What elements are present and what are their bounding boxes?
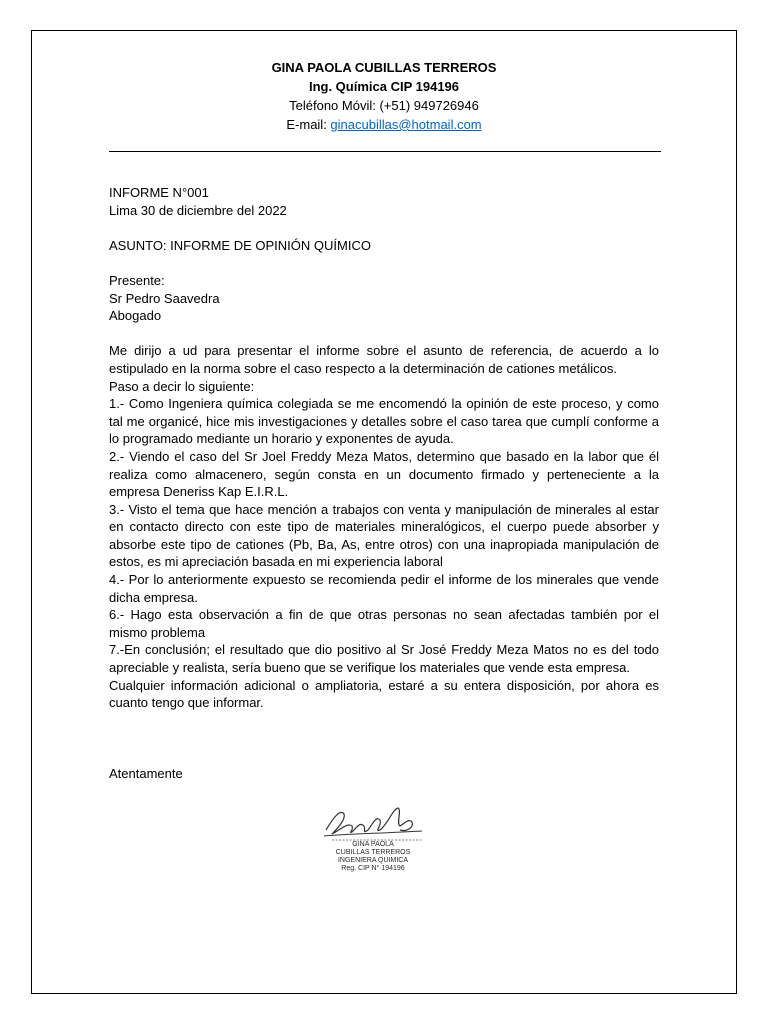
author-email-line [0, 115, 768, 134]
recipient-name: Sr Pedro Saavedra [109, 290, 220, 306]
letter-subject: ASUNTO: INFORME DE OPINIÓN QUÍMICO [109, 237, 371, 253]
point-item: 4.- Por lo anteriormente expuesto se recomienda pedir el informe de los minerales que vende dicha empresa. [109, 572, 659, 605]
report-number: INFORME N°001 [109, 185, 209, 200]
intro-paragraph: Me dirijo a ud para presentar el informe sobre el asunto de referencia, de acuerdo a lo estipulado en la norma sobre el caso respecto a la determinación de cationes metálicos. [109, 343, 659, 376]
author-phone: Teléfono Móvil: (+51) 949726946 [289, 98, 479, 113]
point-item: 6.- Hago esta observación a fin de que otras personas no sean afectadas también por el mismo problema [109, 607, 659, 640]
author-name: GINA PAOLA CUBILLAS TERREROS [271, 60, 497, 75]
point-item: 7.-En conclusión; el resultado que dio positivo al Sr José Freddy Meza Matos no es del todo apreciable y realista, sería bueno que se verifique los materiales que vende esta empresa. [109, 642, 659, 676]
signature-stamp [318, 841, 428, 873]
letterhead [0, 58, 768, 134]
salutation: Presente: [109, 272, 165, 288]
email-label: E-mail: [286, 117, 331, 132]
stamp-line: GINA PAOLA [352, 841, 394, 848]
lead-line: Paso a decir lo siguiente: [109, 378, 255, 394]
letter-date: Lima 30 de diciembre del 2022 [109, 202, 287, 218]
point-item: 3.- Visto el tema que hace mención a trabajos con venta y manipulación de minerales al estar en contacto directo con este tipo de materiales mineralógicos, el cuerpo puede absorber y absorbe este tipo de cationes (Pb, Ba, As, entre otros) con una inapropiada manipulación de estos, es mi apreciación basada en mi experiencia laboral [109, 501, 659, 570]
letter-body [109, 184, 659, 782]
stamp-line: Reg. CIP N° 194196 [341, 865, 405, 872]
closing-paragraph: Cualquier información adicional o ampliatoria, estaré a su entera disposición, por ahora es cuanto tengo que informar. [109, 677, 659, 711]
stamp-line: CUBILLAS TERREROS [335, 849, 411, 856]
stamp-line: INGENIERA QUIMICA [337, 857, 408, 864]
point-item: 1.- Como Ingeniera química colegiada se me encomendó la opinión de este proceso, y como tal me organicé, hice mis investigaciones y detalles sobre el caso tarea que cumplí conforme a lo programado mediante un horario y exponentes de ayuda. [109, 396, 659, 447]
point-item: 2.- Viendo el caso del Sr Joel Freddy Meza Matos, determino que basado en la labor que él realiza como almacenero, según consta en un documento firmado y perteneciente a la empresa Deneriss Kap E.I.R.L. [109, 448, 659, 500]
email-link[interactable]: ginacubillas@hotmail.com [330, 117, 482, 132]
header-divider [109, 151, 661, 152]
recipient-role: Abogado [109, 308, 162, 324]
signoff: Atentamente [109, 765, 183, 781]
author-title: Ing. Química CIP 194196 [308, 79, 460, 94]
